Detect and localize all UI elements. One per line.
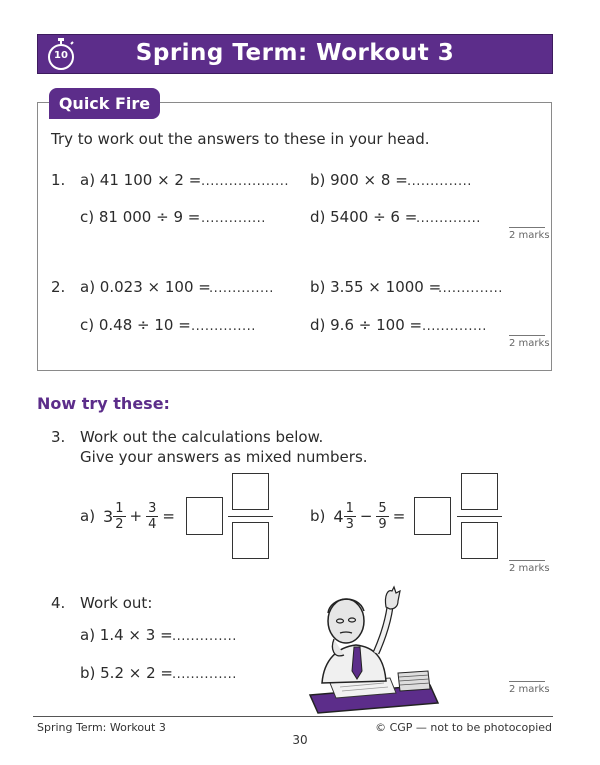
q3a-equals: = bbox=[162, 507, 175, 525]
section-heading: Now try these: bbox=[37, 394, 170, 413]
question-number-2: 2. bbox=[51, 278, 66, 296]
q2b-answer-line[interactable]: .............. bbox=[438, 281, 503, 296]
q1b-text: b) 900 × 8 = bbox=[310, 171, 408, 189]
q1-marks: 2 marks bbox=[509, 230, 550, 241]
q3b-equals: = bbox=[392, 507, 406, 525]
q3a-denominator-1: 2 bbox=[115, 516, 124, 532]
q3a-numerator-answer-box[interactable] bbox=[232, 473, 269, 510]
q4-marks: 2 marks bbox=[509, 684, 550, 695]
page-title: Spring Term: Workout 3 bbox=[135, 40, 455, 66]
q2d-answer-line[interactable]: .............. bbox=[422, 319, 487, 334]
quick-fire-label: Quick Fire bbox=[58, 94, 151, 113]
q1c-answer-line[interactable]: .............. bbox=[201, 211, 266, 226]
q2-marks-line bbox=[509, 335, 545, 336]
q1c-text: c) 81 000 ÷ 9 = bbox=[80, 208, 201, 226]
q3b-label: b) bbox=[310, 507, 326, 525]
q1a-text: a) 41 100 × 2 = bbox=[80, 171, 202, 189]
question-number-4: 4. bbox=[51, 594, 66, 612]
q2b-text: b) 3.55 × 1000 = bbox=[310, 278, 442, 296]
quick-fire-instruction: Try to work out the answers to these in your head. bbox=[51, 130, 430, 148]
q2c-text: c) 0.48 ÷ 10 = bbox=[80, 316, 191, 334]
q4-marks-line bbox=[509, 681, 545, 682]
q3b-numerator-2: 5 bbox=[378, 500, 387, 516]
q3a-numerator-1: 1 bbox=[115, 500, 124, 516]
q3a-fraction-bar bbox=[228, 516, 273, 517]
q4-intro: Work out: bbox=[80, 594, 153, 612]
q3a-denominator-answer-box[interactable] bbox=[232, 522, 269, 559]
header-banner bbox=[37, 34, 553, 74]
q3a-operator: + bbox=[129, 507, 143, 525]
q3b-expression bbox=[310, 498, 409, 534]
q3b-fraction-2 bbox=[376, 502, 388, 531]
q2c-answer-line[interactable]: .............. bbox=[191, 319, 256, 334]
q3b-fraction-1 bbox=[344, 502, 356, 531]
thinking-man-illustration bbox=[300, 585, 440, 715]
q3-instruction-1: Work out the calculations below. bbox=[80, 428, 324, 446]
q3b-whole: 4 bbox=[333, 506, 344, 526]
q3a-label: a) bbox=[80, 507, 96, 525]
q1d-answer-line[interactable]: .............. bbox=[416, 211, 481, 226]
footer-divider bbox=[33, 716, 553, 717]
q3a-expression bbox=[80, 498, 179, 534]
q3a-whole: 3 bbox=[103, 506, 114, 526]
q3a-fraction-2 bbox=[146, 502, 158, 531]
q2a-answer-line[interactable]: .............. bbox=[209, 281, 274, 296]
q4b-answer-line[interactable]: .............. bbox=[172, 667, 237, 682]
q1a-answer-line[interactable]: ................... bbox=[201, 174, 290, 189]
q3a-denominator-2: 4 bbox=[148, 516, 157, 532]
footer-section-title: Spring Term: Workout 3 bbox=[37, 721, 166, 734]
q3-marks: 2 marks bbox=[509, 563, 550, 574]
q3b-denominator-2: 9 bbox=[378, 516, 387, 532]
q2-marks: 2 marks bbox=[509, 338, 550, 349]
q3b-fraction-bar bbox=[457, 516, 502, 517]
q3b-numerator-answer-box[interactable] bbox=[461, 473, 498, 510]
page-number: 30 bbox=[292, 733, 308, 747]
q3-instruction-2: Give your answers as mixed numbers. bbox=[80, 448, 368, 466]
q3b-operator: − bbox=[359, 507, 373, 525]
q3a-whole-answer-box[interactable] bbox=[186, 497, 223, 535]
quick-fire-tab bbox=[49, 88, 160, 119]
q1b-answer-line[interactable]: .............. bbox=[407, 174, 472, 189]
q4a-text: a) 1.4 × 3 = bbox=[80, 626, 173, 644]
q3-marks-line bbox=[509, 560, 545, 561]
copyright-notice: © CGP — not to be photocopied bbox=[375, 721, 552, 734]
q3b-numerator-1: 1 bbox=[345, 500, 354, 516]
q2d-text: d) 9.6 ÷ 100 = bbox=[310, 316, 423, 334]
question-number-3: 3. bbox=[51, 428, 66, 446]
q1d-text: d) 5400 ÷ 6 = bbox=[310, 208, 418, 226]
q3b-denominator-1: 3 bbox=[345, 516, 354, 532]
q3a-numerator-2: 3 bbox=[148, 500, 157, 516]
q4a-answer-line[interactable]: .............. bbox=[172, 629, 237, 644]
q2a-text: a) 0.023 × 100 = bbox=[80, 278, 211, 296]
q4b-text: b) 5.2 × 2 = bbox=[80, 664, 173, 682]
q3b-whole-answer-box[interactable] bbox=[414, 497, 451, 535]
q1-marks-line bbox=[509, 227, 545, 228]
question-number-1: 1. bbox=[51, 171, 66, 189]
q3a-fraction-1 bbox=[113, 502, 125, 531]
timer-minutes: 10 bbox=[54, 50, 68, 61]
q3b-denominator-answer-box[interactable] bbox=[461, 522, 498, 559]
